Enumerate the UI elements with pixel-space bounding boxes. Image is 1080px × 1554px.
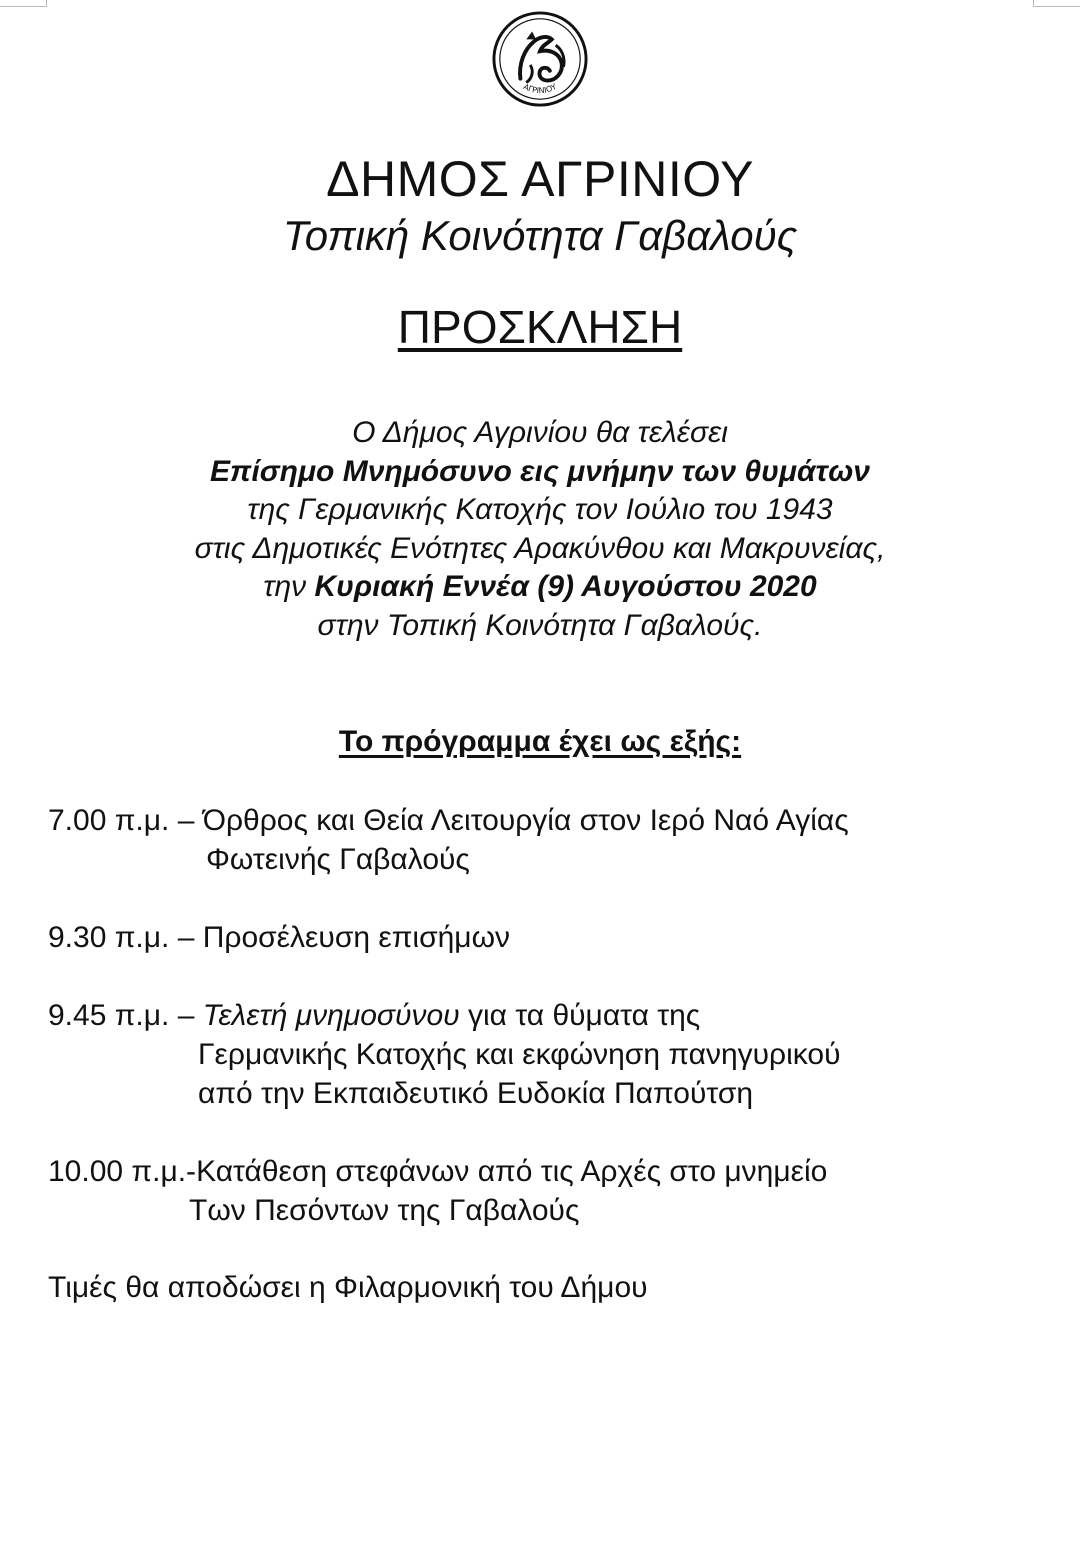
- closing-line: Τιμές θα αποδώσει η Φιλαρμονική του Δήμου: [48, 1271, 648, 1304]
- program-item: 10.00 π.μ.-Κατάθεση στεφάνων από τις Αρχές στο μνημείο Των Πεσόντων της Γαβαλούς: [48, 1155, 828, 1227]
- intro-line-5: την Κυριακή Εννέα (9) Αυγούστου 2020: [263, 570, 817, 603]
- page-corner-right: [1033, 0, 1080, 7]
- community-subtitle: Τοπική Κοινότητα Γαβαλούς: [282, 212, 798, 259]
- program-heading: Το πρόγραμμα έχει ως εξής:: [338, 725, 742, 758]
- program-time: 9.30 π.μ. –: [48, 921, 203, 954]
- intro-line-3: της Γερμανικής Κατοχής τον Ιούλιο του 1943: [247, 493, 833, 526]
- page-corner-left: [0, 0, 47, 7]
- program-item: 9.30 π.μ. – Προσέλευση επισήμων: [48, 921, 510, 954]
- intro-line-1: Ο Δήμος Αγρινίου θα τελέσει: [352, 416, 728, 449]
- intro-line-6: στην Τοπική Κοινότητα Γαβαλούς.: [317, 608, 763, 642]
- program-time: 9.45 π.μ. –: [48, 999, 203, 1032]
- svg-text:ΑΓΡΙΝΙΟΥ: ΑΓΡΙΝΙΟΥ: [521, 82, 559, 96]
- intro-line-2: Επίσημο Μνημόσυνο εις μνήμην των θυμάτων: [210, 454, 870, 488]
- municipality-title: ΔΗΜΟΣ ΑΓΡΙΝΙΟΥ: [326, 151, 754, 207]
- invitation-heading: ΠΡΟΣΚΛΗΣΗ: [397, 301, 683, 353]
- program-item: 9.45 π.μ. – Τελετή μνημοσύνου για τα θύματα της Γερμανικής Κατοχής και εκφώνηση πανηγυρικού από την Εκπαιδευτικό Ευδοκία Παπούτση: [48, 999, 841, 1110]
- intro-line-4: στις Δημοτικές Ενότητες Αρακύνθου και Μακρυνείας,: [194, 531, 886, 565]
- invitation-text: [0, 414, 1080, 645]
- program-item: 7.00 π.μ. – Όρθρος και Θεία Λειτουργία στον Ιερό Ναό Αγίας Φωτεινής Γαβαλούς: [48, 804, 849, 876]
- municipality-seal-logo: [491, 10, 589, 108]
- program-time: 7.00 π.μ. –: [48, 804, 203, 837]
- program-time: 10.00 π.μ.-: [48, 1155, 197, 1188]
